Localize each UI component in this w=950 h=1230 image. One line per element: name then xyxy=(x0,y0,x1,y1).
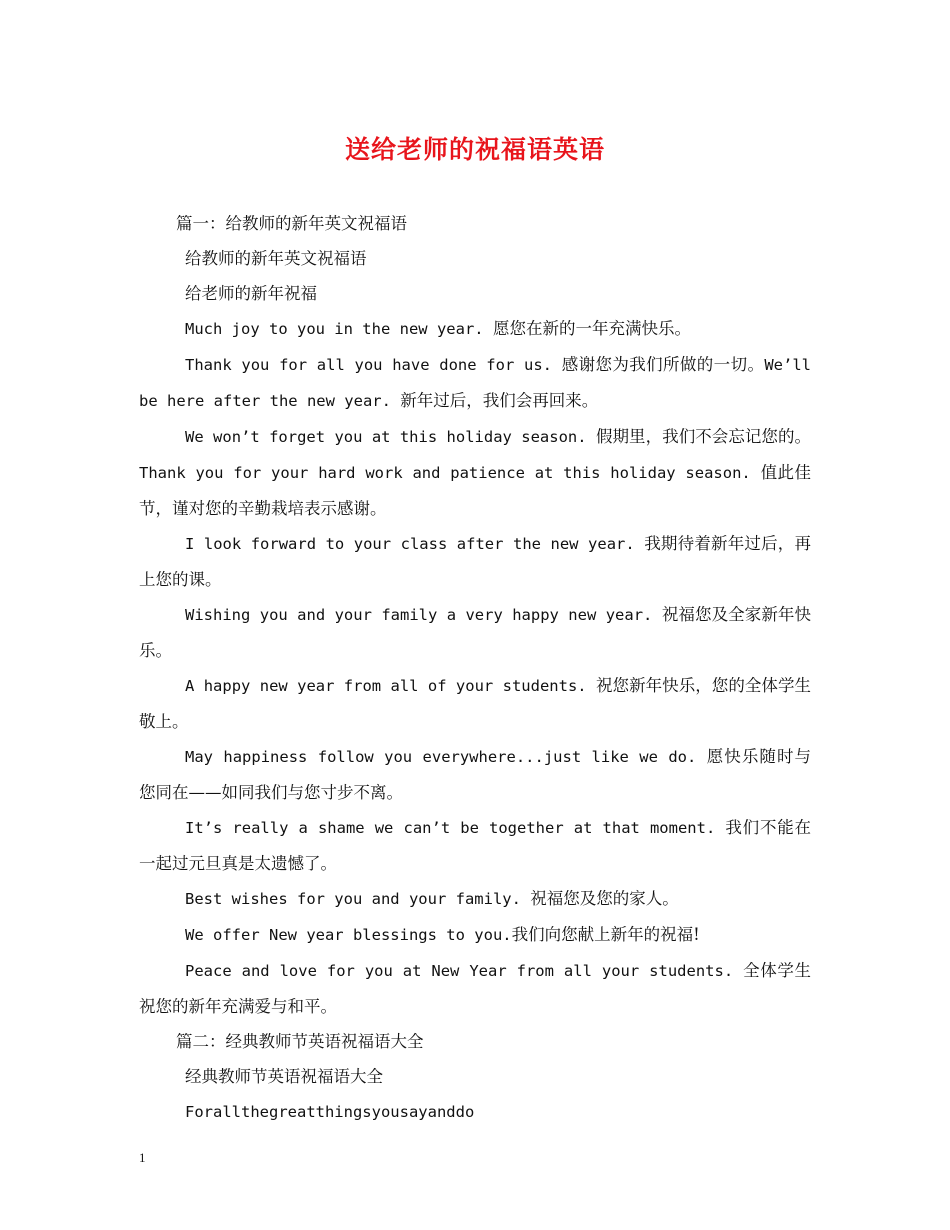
subheading-text: 经典教师节英语祝福语大全 xyxy=(185,1067,383,1086)
blessing-paragraph xyxy=(139,739,811,810)
page-number: 1 xyxy=(139,1150,146,1165)
blessing-paragraph xyxy=(139,311,811,347)
english-text: Much joy to you in the new year. xyxy=(185,320,493,338)
english-text: I look forward to your class after the new year. xyxy=(185,535,645,553)
english-text: Peace and love for you at New Year from all your students. xyxy=(185,962,744,980)
blessing-paragraph xyxy=(139,347,811,419)
heading-text: 篇二：经典教师节英语祝福语大全 xyxy=(176,1032,424,1051)
english-text: May happiness follow you everywhere...just like we do. xyxy=(185,748,707,766)
chinese-text: 我们不能在一起过元旦真是太遗憾了。 xyxy=(139,818,811,873)
english-text: A happy new year from all of your students. xyxy=(185,677,596,695)
document-title: 送给老师的祝福语英语 xyxy=(344,135,605,164)
blessing-paragraph xyxy=(139,810,811,881)
chinese-text: 愿快乐随时与您同在——如同我们与您寸步不离。 xyxy=(139,747,812,802)
chinese-text: 全体学生祝您的新年充满爱与和平。 xyxy=(139,961,812,1016)
blessing-paragraph xyxy=(139,917,811,953)
chinese-text: 愿您在新的一年充满快乐。 xyxy=(492,319,691,338)
english-text: Thank you for your hard work and patience at this holiday season. xyxy=(139,464,761,482)
blessing-paragraph xyxy=(139,953,811,1024)
sub-heading xyxy=(139,276,811,311)
subheading-text: 给老师的新年祝福 xyxy=(185,284,317,303)
english-text: Wishing you and your family a very happy new year. xyxy=(185,606,662,624)
english-text: It’s really a shame we can’t be together at that moment. xyxy=(185,819,726,837)
blessing-paragraph xyxy=(139,526,811,597)
heading-text: 篇一：给教师的新年英文祝福语 xyxy=(176,214,407,233)
document-body xyxy=(139,206,811,1130)
blessing-paragraph xyxy=(139,668,811,739)
chinese-text: 我期待着新年过后，再上您的课。 xyxy=(139,534,812,589)
english-text: Forallthegreatthingsyousayanddo xyxy=(185,1103,475,1121)
english-text: Thank you for all you have done for us. xyxy=(185,356,562,374)
section-heading xyxy=(139,206,811,241)
subheading-text: 给教师的新年英文祝福语 xyxy=(185,249,367,268)
blessing-paragraph xyxy=(139,881,811,917)
blessing-paragraph xyxy=(139,1094,811,1130)
chinese-text: 感谢您为我们所做的一切。 xyxy=(561,355,765,374)
english-text: We offer New year blessings to you. xyxy=(185,926,512,944)
chinese-text: 新年过后，我们会再回来。 xyxy=(400,391,599,410)
chinese-text: 祝您新年快乐，您的全体学生敬上。 xyxy=(139,676,811,731)
chinese-text: 祝福您及您的家人。 xyxy=(530,889,679,908)
chinese-text: 祝福您及全家新年快乐。 xyxy=(139,605,812,660)
chinese-text: 值此佳节，谨对您的辛勤栽培表示感谢。 xyxy=(139,463,812,518)
english-text: Best wishes for you and your family. xyxy=(185,890,531,908)
chinese-text: 假期里，我们不会忘记您的。 xyxy=(595,427,812,446)
blessing-paragraph xyxy=(139,419,811,526)
chinese-text: 我们向您献上新年的祝福! xyxy=(511,925,700,944)
section-heading xyxy=(139,1024,811,1059)
sub-heading xyxy=(139,1059,811,1094)
sub-heading xyxy=(139,241,811,276)
blessing-paragraph xyxy=(139,597,811,668)
english-text: We’ll be here after the new year. xyxy=(139,356,812,410)
english-text: We won’t forget you at this holiday season. xyxy=(185,428,596,446)
